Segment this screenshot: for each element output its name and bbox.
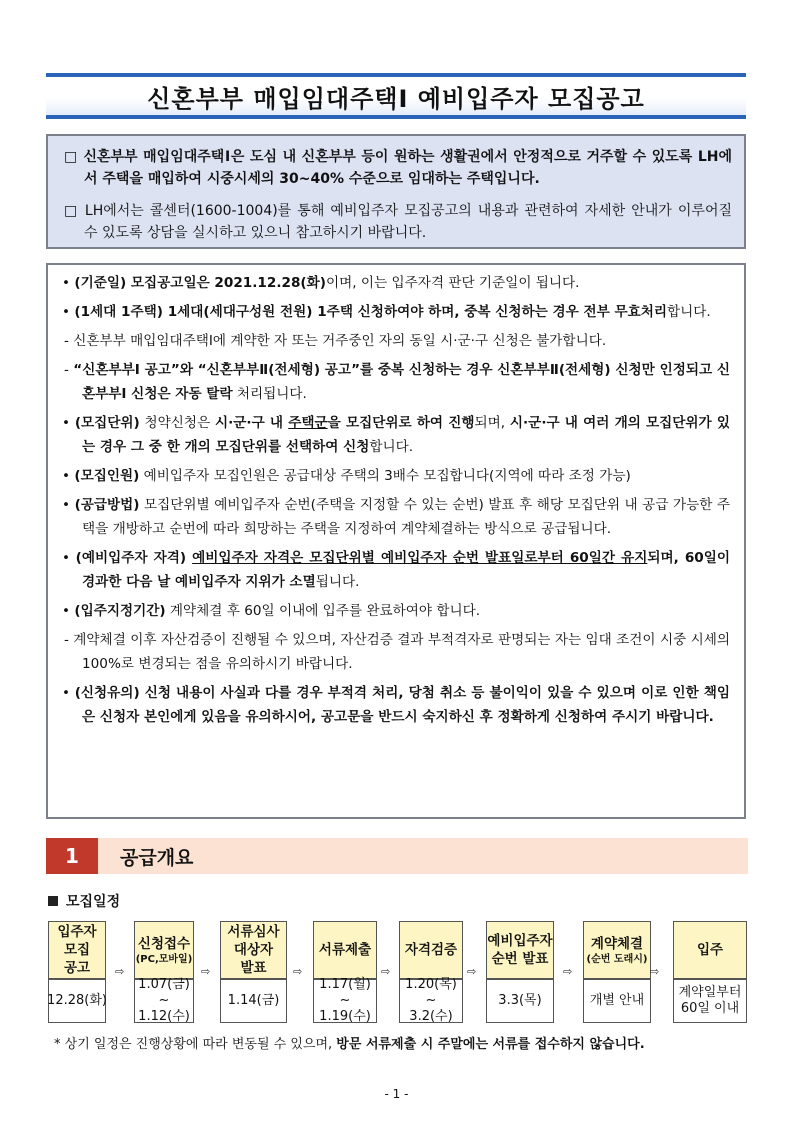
notice-item-caution: • (신청유의) 신청 내용이 사실과 다를 경우 부적격 처리, 당첨 취소 등 불이익이 있을 수 있으며 이로 인한 책임은 신청자 본인에게 있음을 유의하시어, 공고문을 반드시 숙지하신 후 정확하게 신청하여 주시기 바랍니다. bbox=[62, 685, 730, 725]
schedule-step bbox=[486, 921, 554, 1023]
schedule-heading: 모집일정 bbox=[48, 891, 120, 911]
schedule-step bbox=[399, 921, 463, 1023]
right-arrow-icon: ⇨ bbox=[201, 965, 211, 978]
schedule-step-label: 계약체결 (순번 도래시) bbox=[583, 921, 651, 979]
notice-item-move-in-period: • (입주지정기간) 계약체결 후 60일 이내에 입주를 완료하여야 합니다. bbox=[62, 603, 481, 619]
notice-sub-asset-check: - 계약체결 이후 자산검증이 진행될 수 있으며, 자산검증 결과 부적격자로 판명되는 자는 임대 조건이 시중 시세의 100%로 변경되는 점을 유의하시기 바랍니다. bbox=[64, 632, 730, 672]
schedule-step-label: 자격검증 bbox=[399, 921, 463, 979]
schedule-step-date: 1.17(월) ~ 1.19(수) bbox=[313, 979, 377, 1023]
schedule-step bbox=[134, 921, 194, 1023]
notice-item-supply-method: • (공급방법) 모집단위별 예비입주자 순번(주택을 지정할 수 있는 순번) 발표 후 해당 모집단위 내 공급 가능한 주택을 개방하고 순번에 따라 희망하는 주택을 지정하여 계약체결하는 방식으로 공급됩니다. bbox=[62, 497, 730, 537]
notice-box bbox=[46, 263, 746, 819]
right-arrow-icon: ⇨ bbox=[563, 965, 573, 978]
section-header bbox=[46, 838, 748, 874]
intro-box bbox=[46, 134, 746, 249]
schedule-step bbox=[313, 921, 377, 1023]
intro-paragraph-1: □ 신혼부부 매입임대주택Ⅰ은 도심 내 신혼부부 등이 원하는 생활권에서 안정적으로 거주할 수 있도록 LH에서 주택을 매입하여 시중시세의 30~40% 수준으로 임대하는 주택입니다. bbox=[64, 149, 732, 187]
schedule-step bbox=[48, 921, 106, 1023]
schedule-step-date: 1.14(금) bbox=[220, 979, 287, 1023]
schedule-step-date: 3.3(목) bbox=[486, 979, 554, 1023]
right-arrow-icon: ⇨ bbox=[115, 965, 125, 978]
intro-paragraph-2: □ LH에서는 콜센터(1600-1004)를 통해 예비입주자 모집공고의 내용과 관련하여 자세한 안내가 이루어질 수 있도록 상담을 실시하고 있으니 참고하시기 바랍니다. bbox=[64, 203, 732, 241]
schedule-footnote: * 상기 일정은 진행상황에 따라 변동될 수 있으며, 방문 서류제출 시 주말에는 서류를 접수하지 않습니다. bbox=[54, 1037, 645, 1052]
page-title: 신혼부부 매입임대주택Ⅰ 예비입주자 모집공고 bbox=[147, 84, 645, 113]
schedule-step bbox=[673, 921, 747, 1023]
schedule-step-date: 계약일부터 60일 이내 bbox=[673, 979, 747, 1023]
page-number: - 1 - bbox=[384, 1087, 409, 1101]
square-bullet-icon bbox=[48, 896, 58, 906]
right-arrow-icon: ⇨ bbox=[650, 965, 660, 978]
notice-item-qualification: • (예비입주자 자격) 예비입주자 자격은 모집단위별 예비입주자 순번 발표일로부터 60일간 유지되며, 60일이 경과한 다음 날 예비입주자 지위가 소멸됩니다. bbox=[62, 550, 731, 590]
schedule-step-sublabel: (PC,모바일) bbox=[135, 953, 193, 965]
schedule-step-date: 1.07(금) ~ 1.12(수) bbox=[134, 979, 194, 1023]
schedule-step-label: 서류심사 대상자 발표 bbox=[220, 921, 287, 979]
schedule-step bbox=[220, 921, 287, 1023]
schedule-step bbox=[583, 921, 651, 1023]
right-arrow-icon: ⇨ bbox=[381, 965, 391, 978]
notice-sub-duplicate: - “신혼부부Ⅰ 공고”와 “신혼부부Ⅱ(전세형) 공고”를 중복 신청하는 경우 신혼부부Ⅱ(전세형) 신청만 인정되고 신혼부부Ⅰ 신청은 자동 탈락 처리됩니다. bbox=[64, 362, 730, 402]
title-bar bbox=[46, 73, 746, 119]
schedule-step-label: 신청접수 (PC,모바일) bbox=[134, 921, 194, 979]
notice-item-one-house: • (1세대 1주택) 1세대(세대구성원 전원) 1주택 신청하여야 하며, 중복 신청하는 경우 전부 무효처리합니다. bbox=[62, 304, 711, 320]
schedule-step-sublabel: (순번 도래시) bbox=[586, 953, 648, 965]
schedule-step-label: 서류제출 bbox=[313, 921, 377, 979]
schedule-step-date: 개별 안내 bbox=[583, 979, 651, 1023]
notice-item-base-date: • (기준일) 모집공고일은 2021.12.28(화)이며, 이는 입주자격 판단 기준일이 됩니다. bbox=[62, 275, 580, 291]
notice-sub-same-region: - 신혼부부 매입임대주택Ⅰ에 계약한 자 또는 거주중인 자의 동일 시·군·구 신청은 불가합니다. bbox=[64, 333, 607, 349]
schedule-step-label: 입주 bbox=[673, 921, 747, 979]
notice-item-recruit-count: • (모집인원) 예비입주자 모집인원은 공급대상 주택의 3배수 모집합니다(지역에 따라 조정 가능) bbox=[62, 468, 631, 484]
schedule-step-label: 예비입주자 순번 발표 bbox=[486, 921, 554, 979]
schedule-step-label: 입주자 모집 공고 bbox=[48, 921, 106, 979]
section-title: 공급개요 bbox=[120, 846, 194, 869]
section-number: 1 bbox=[46, 838, 98, 874]
notice-item-unit: • (모집단위) 청약신청은 시·군·구 내 주택군을 모집단위로 하여 진행되며, 시·군·구 내 여러 개의 모집단위가 있는 경우 그 중 한 개의 모집단위를 선택하여 신청합니다. bbox=[62, 415, 730, 455]
right-arrow-icon: ⇨ bbox=[293, 965, 303, 978]
right-arrow-icon: ⇨ bbox=[467, 965, 477, 978]
schedule-step-date: 1.20(목) ~ 3.2(수) bbox=[399, 979, 463, 1023]
schedule-step-date: 12.28(화) bbox=[48, 979, 106, 1023]
